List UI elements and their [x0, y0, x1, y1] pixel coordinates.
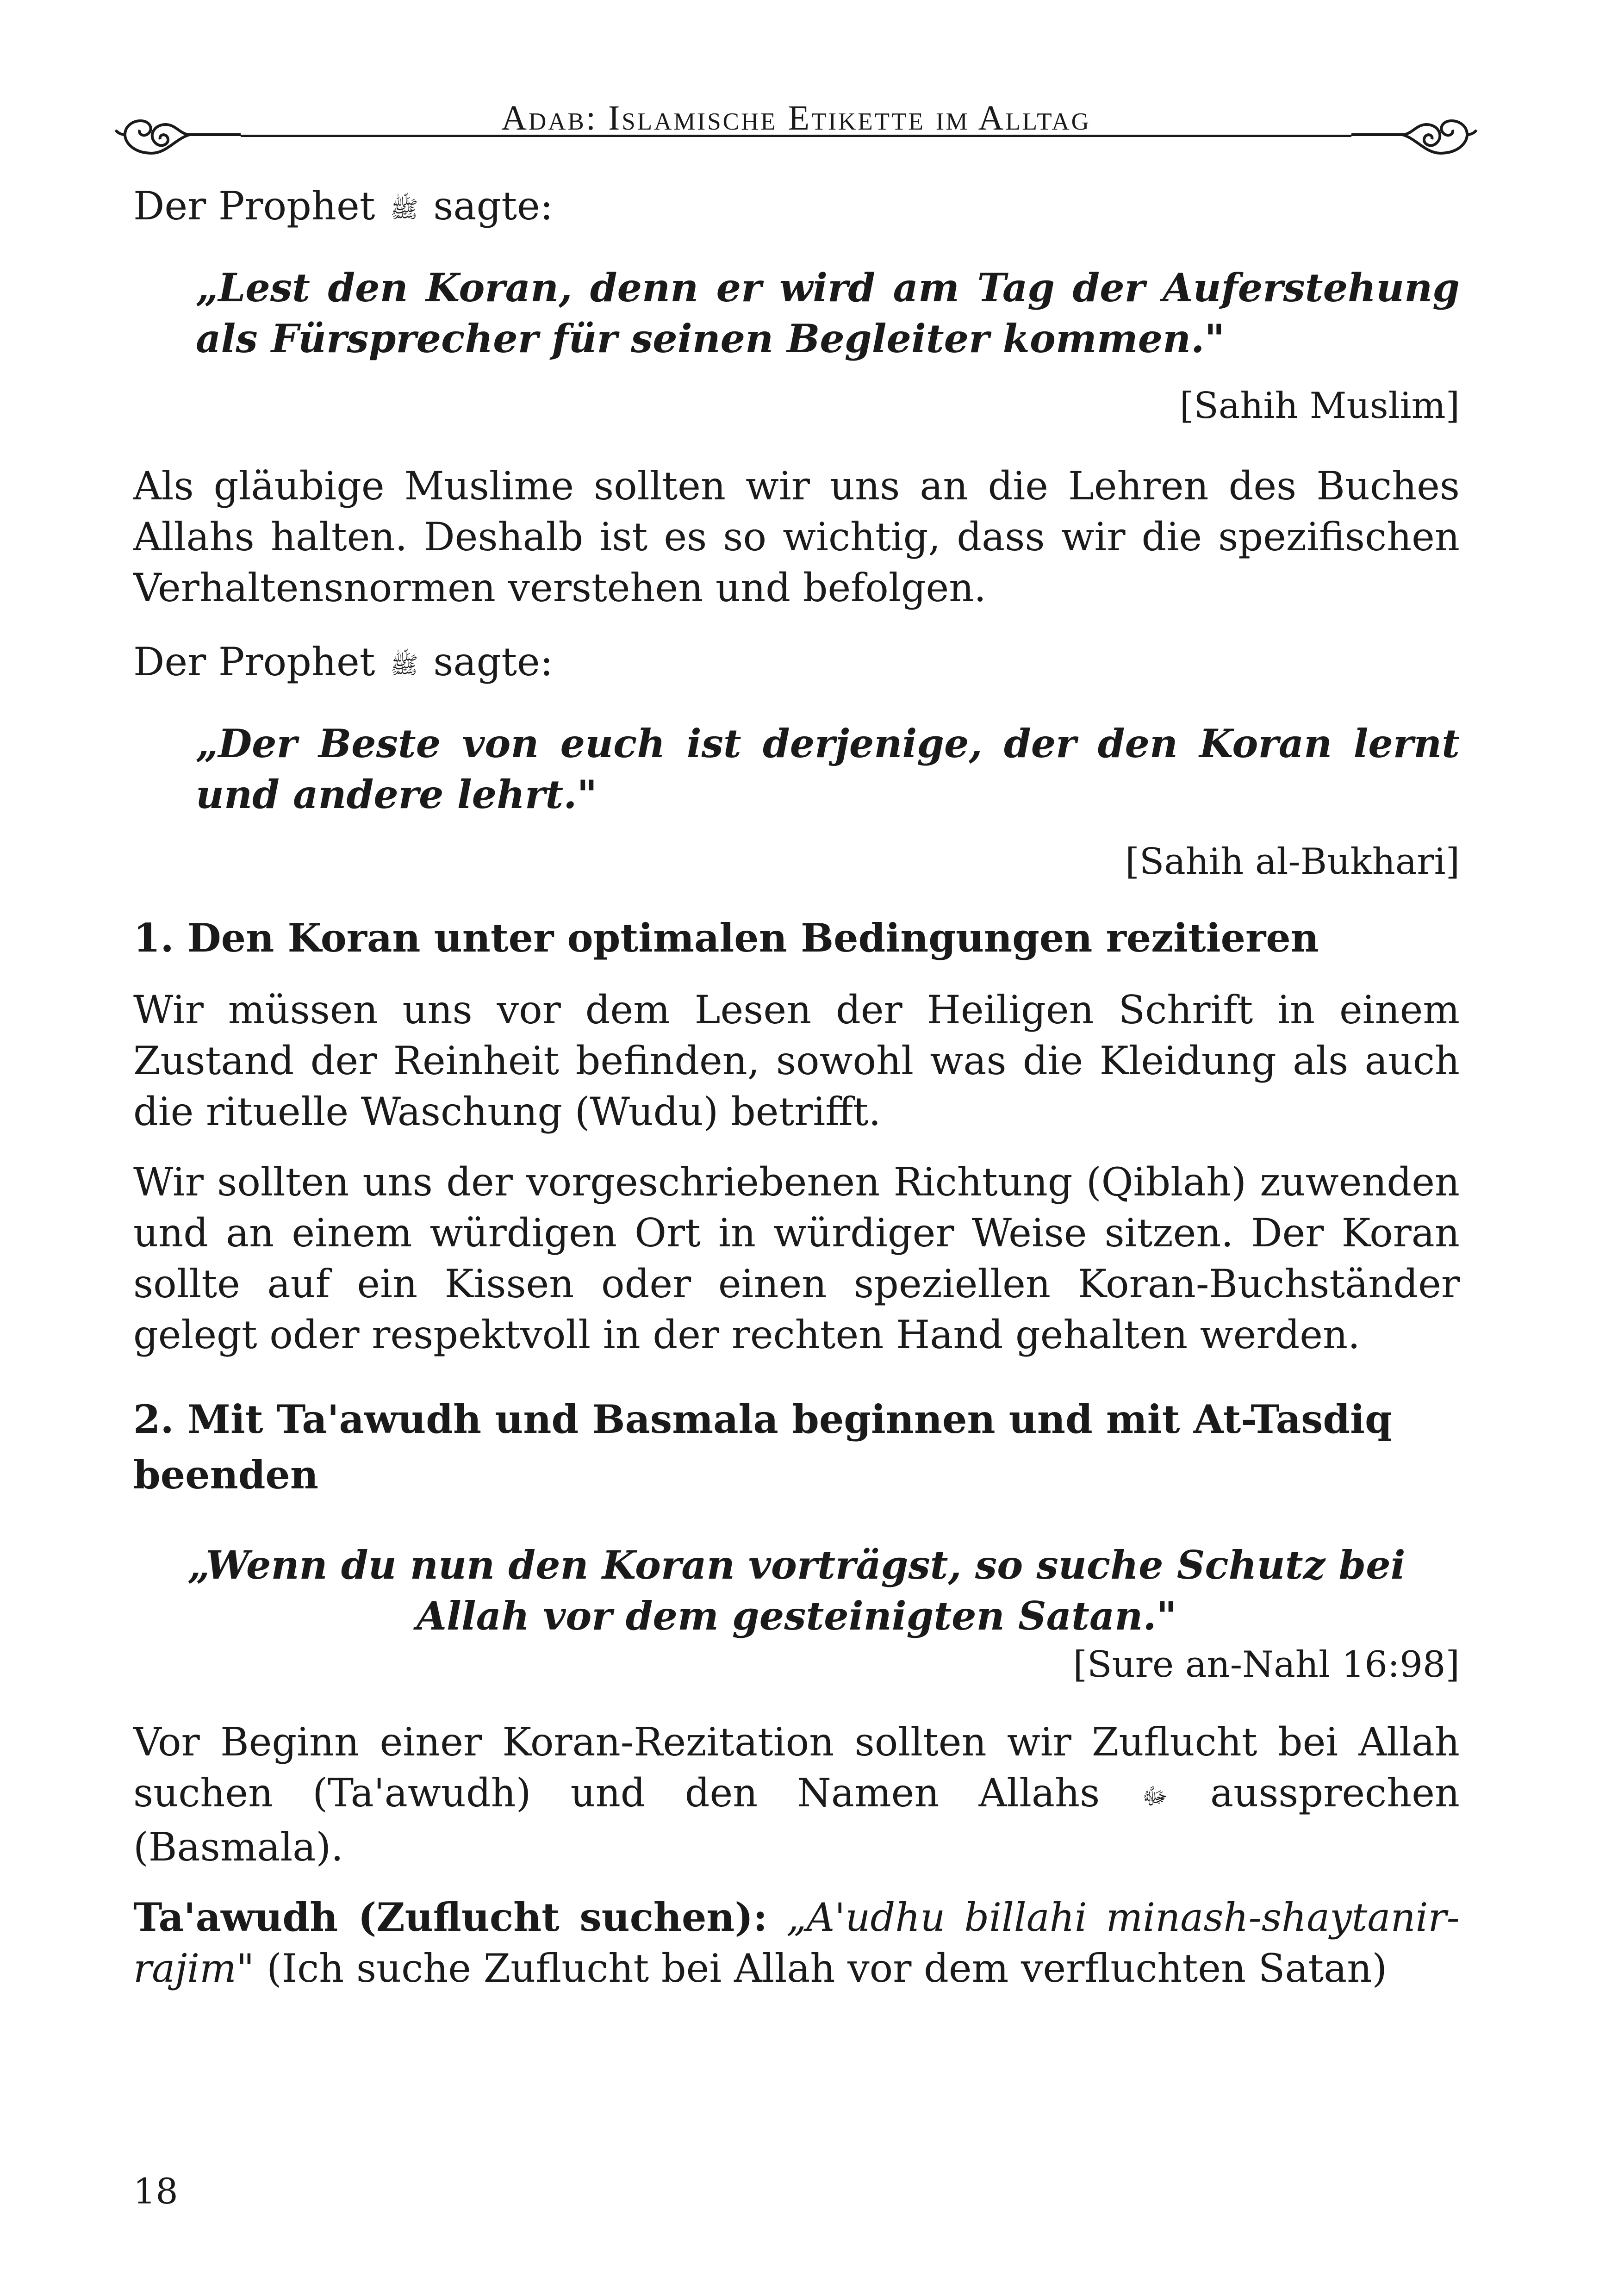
hadith-quote-1: „Lest den Koran, denn er wird am Tag der Auferstehung als Fürsprecher für seinen Begleiter kommen." — [196, 265, 1460, 361]
text-span: aussprechen (Basmala). — [133, 1770, 1460, 1870]
quote-line-1: „Wenn du nun den Koran vorträgst, so suche Schutz bei — [187, 1542, 1406, 1588]
honorific-salawat-icon: ﷺ — [390, 196, 418, 223]
paragraph-believers: Als gläubige Muslime sollten wir uns an die Lehren des Buches Allahs halten. Deshalb ist es so wichtig, dass wir die spezifischen Verhaltensnormen verstehen und befolgen. — [133, 463, 1460, 610]
citation-sahih-bukhari: [Sahih al-Bukhari] — [1125, 841, 1460, 883]
paragraph-before-recitation — [133, 1717, 1460, 1873]
paragraph-prophet-said-2 — [133, 636, 1460, 691]
section-heading-1: 1. Den Koran unter optimalen Bedingungen rezitieren — [133, 915, 1319, 961]
honorific-salawat-icon: ﷺ — [390, 652, 418, 678]
quran-quote-centered — [133, 1540, 1460, 1642]
text-span: Der Prophet — [133, 183, 375, 229]
quote-line-2: Allah vor dem gesteinigten Satan." — [416, 1593, 1177, 1639]
paragraph-prophet-said-1 — [133, 180, 1460, 235]
text-span: sagte: — [433, 639, 554, 684]
header-title: Adab: Islamische Etikette im Alltag — [501, 99, 1091, 137]
text-span: Der Prophet — [133, 639, 375, 684]
paragraph-taawudh — [133, 1892, 1460, 1994]
text-span: sagte: — [433, 183, 554, 229]
paragraph-purity: Wir müssen uns vor dem Lesen der Heiligen Schrift in einem Zustand der Reinheit befinden, sowohl was die Kleidung als auch die rituelle Waschung (Wudu) betrifft. — [133, 987, 1460, 1134]
taawudh-transliteration: „A'udhu billahi minash-shaytanir-rajim" — [133, 1895, 1460, 1991]
citation-sure-an-nahl: [Sure an-Nahl 16:98] — [1073, 1644, 1460, 1686]
taawudh-translation: (Ich suche Zuflucht bei Allah vor dem verfluchten Satan) — [267, 1946, 1388, 1991]
taawudh-label: Ta'awudh (Zuflucht suchen): — [133, 1894, 768, 1940]
text-span: Vor Beginn einer Koran-Rezitation sollten wir Zuflucht bei Allah suchen (Ta'awudh) und den Namen Allahs — [133, 1719, 1460, 1816]
honorific-jalla-jalaluhu-icon: ﷻ — [1142, 1783, 1168, 1810]
page-number: 18 — [133, 2171, 178, 2212]
running-header — [111, 100, 1481, 164]
hadith-quote-2: „Der Beste von euch ist derjenige, der den Koran lernt und andere lehrt." — [196, 721, 1460, 817]
paragraph-qiblah: Wir sollten uns der vorgeschriebenen Richtung (Qiblah) zuwenden und an einem würdigen Ort in würdiger Weise sitzen. Der Koran sollte auf ein Kissen oder einen speziellen Koran-Buchständer gelegt oder respektvoll in der rechten Hand gehalten werden. — [133, 1159, 1460, 1357]
section-heading-2: 2. Mit Ta'awudh und Basmala beginnen und mit At-Tasdiq beenden — [133, 1396, 1392, 1498]
citation-sahih-muslim: [Sahih Muslim] — [1180, 385, 1460, 427]
main-content — [133, 180, 1460, 1994]
